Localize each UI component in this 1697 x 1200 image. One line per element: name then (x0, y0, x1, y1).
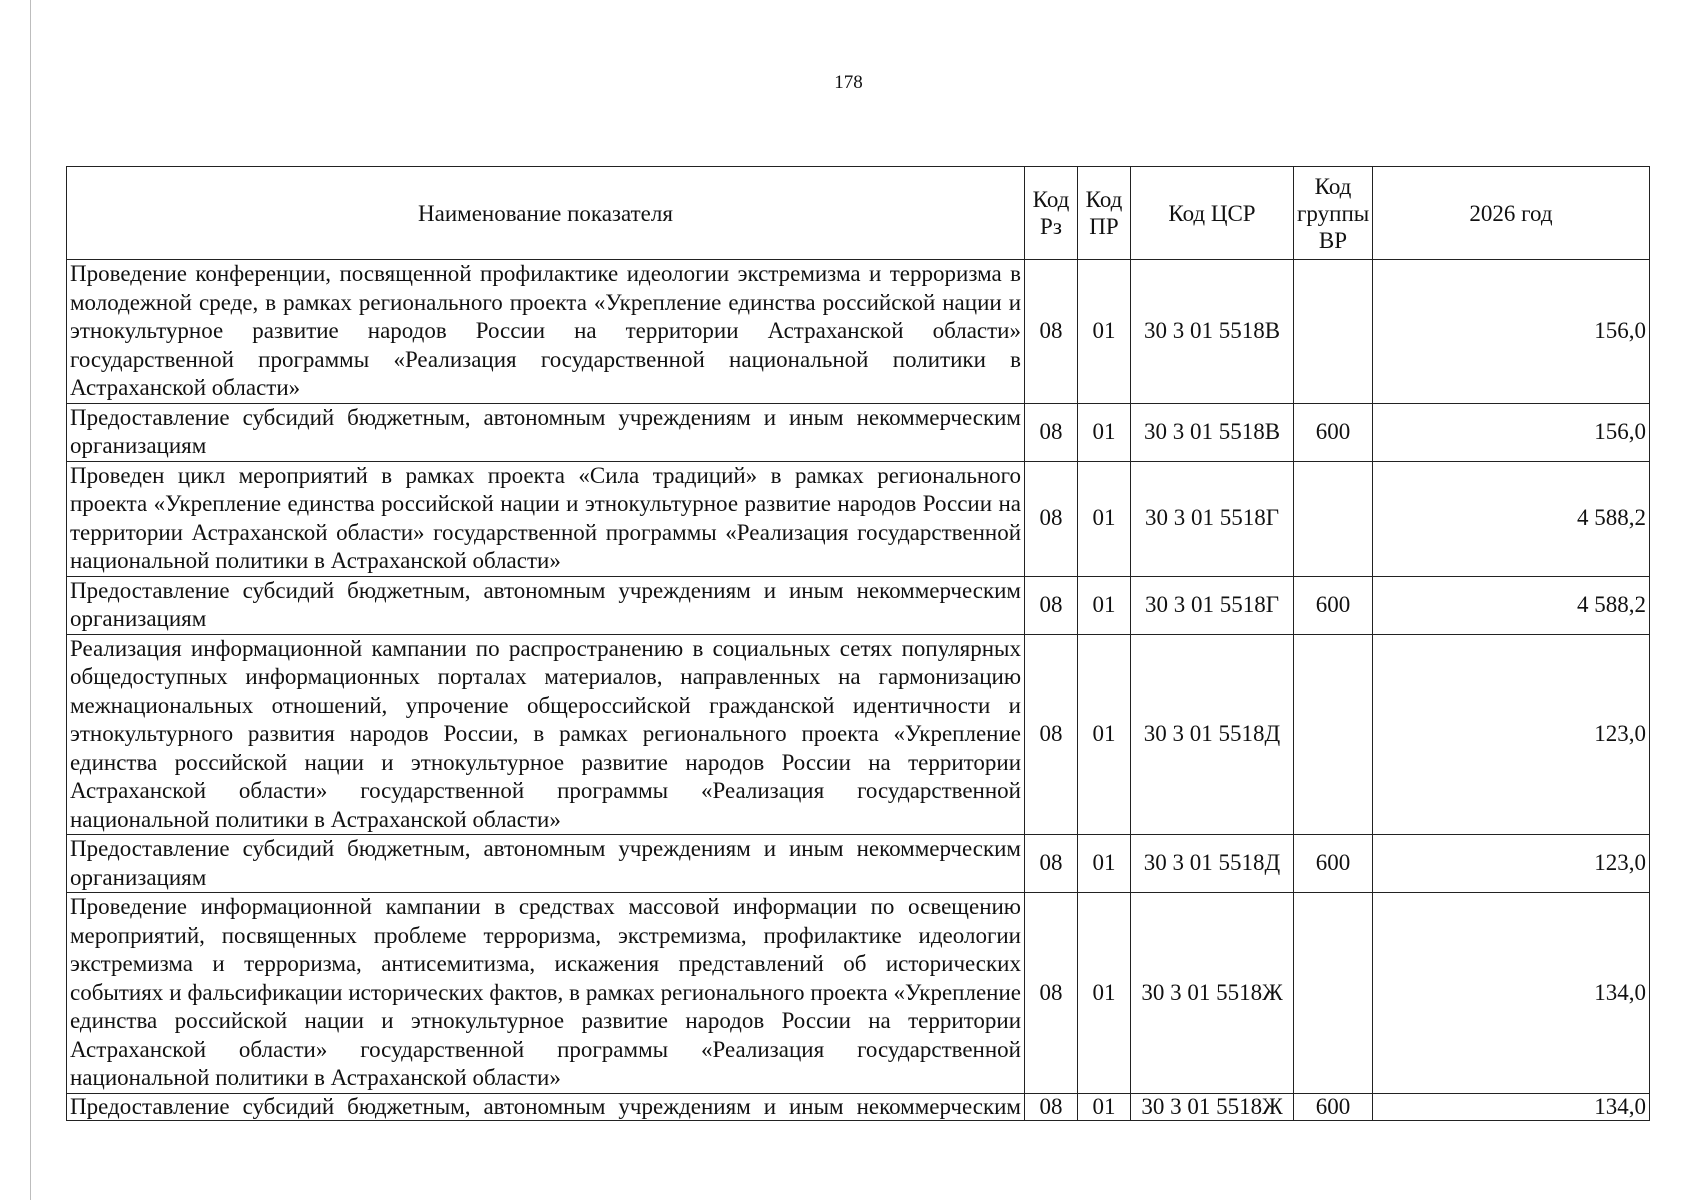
row-rz: 08 (1025, 260, 1078, 404)
row-rz: 08 (1025, 576, 1078, 634)
table-row (67, 634, 1650, 835)
row-vr (1294, 461, 1373, 576)
row-rz: 08 (1025, 634, 1078, 835)
table-row (67, 893, 1650, 1094)
row-csr: 30 3 01 5518Д (1131, 835, 1294, 893)
row-rz: 08 (1025, 1093, 1078, 1120)
row-name: Предоставление субсидий бюджетным, автономным учреждениям и иным некоммерческим организациям (67, 835, 1025, 893)
row-rz: 08 (1025, 893, 1078, 1094)
row-vr: 600 (1294, 835, 1373, 893)
table-row (67, 835, 1650, 893)
row-rz: 08 (1025, 461, 1078, 576)
row-csr: 30 3 01 5518Ж (1131, 893, 1294, 1094)
row-vr (1294, 634, 1373, 835)
row-amount: 156,0 (1373, 260, 1650, 404)
row-csr: 30 3 01 5518Г (1131, 461, 1294, 576)
row-amount: 4 588,2 (1373, 461, 1650, 576)
row-name: Предоставление субсидий бюджетным, автономным учреждениям и иным некоммерческим (67, 1093, 1025, 1120)
row-name: Проведение информационной кампании в средствах массовой информации по освещению мероприятий, посвященных проблеме терроризма, экстремизма, профилактике идеологии экстремизма и терроризма, антисемитизма, искажения представлений об исторических событиях и фальсификации исторических фактов, в рамках регионального проекта «Укрепление единства российской нации и этнокультурное развитие народов России на территории Астраханской области» государственной программы «Реализация государственной национальной политики в Астраханской области» (67, 893, 1025, 1094)
row-csr: 30 3 01 5518Ж (1131, 1093, 1294, 1120)
row-pr: 01 (1078, 893, 1131, 1094)
row-name: Предоставление субсидий бюджетным, автономным учреждениям и иным некоммерческим организациям (67, 576, 1025, 634)
row-vr (1294, 260, 1373, 404)
table-row (67, 260, 1650, 404)
table-row (67, 403, 1650, 461)
row-pr: 01 (1078, 1093, 1131, 1120)
row-rz: 08 (1025, 403, 1078, 461)
binding-margin-line (30, 0, 31, 1200)
row-name: Проведение конференции, посвященной профилактике идеологии экстремизма и терроризма в молодежной среде, в рамках регионального проекта «Укрепление единства российской нации и этнокультурное развитие народов России на территории Астраханской области» государственной программы «Реализация государственной национальной политики в Астраханской области» (67, 260, 1025, 404)
row-pr: 01 (1078, 403, 1131, 461)
row-amount: 134,0 (1373, 1093, 1650, 1120)
row-vr: 600 (1294, 576, 1373, 634)
row-vr: 600 (1294, 1093, 1373, 1120)
table-row (67, 1093, 1650, 1120)
row-csr: 30 3 01 5518Г (1131, 576, 1294, 634)
row-csr: 30 3 01 5518Д (1131, 634, 1294, 835)
row-amount: 123,0 (1373, 634, 1650, 835)
table-header-row (67, 167, 1650, 260)
row-pr: 01 (1078, 461, 1131, 576)
row-pr: 01 (1078, 576, 1131, 634)
row-vr (1294, 893, 1373, 1094)
table-row (67, 461, 1650, 576)
table-row (67, 576, 1650, 634)
row-amount: 156,0 (1373, 403, 1650, 461)
header-rz: Код Рз (1025, 167, 1078, 260)
row-name: Предоставление субсидий бюджетным, автономным учреждениям и иным некоммерческим организациям (67, 403, 1025, 461)
header-name: Наименование показателя (67, 167, 1025, 260)
header-year: 2026 год (1373, 167, 1650, 260)
row-amount: 134,0 (1373, 893, 1650, 1094)
header-csr: Код ЦСР (1131, 167, 1294, 260)
row-csr: 30 3 01 5518В (1131, 403, 1294, 461)
row-amount: 4 588,2 (1373, 576, 1650, 634)
header-pr: Код ПР (1078, 167, 1131, 260)
header-vr: Код группы ВР (1294, 167, 1373, 260)
row-pr: 01 (1078, 260, 1131, 404)
row-name: Проведен цикл мероприятий в рамках проекта «Сила традиций» в рамках регионального проекта «Укрепление единства российской нации и этнокультурное развитие народов России на территории Астраханской области» государственной программы «Реализация государственной национальной политики в Астраханской области» (67, 461, 1025, 576)
row-name: Реализация информационной кампании по распространению в социальных сетях популярных общедоступных информационных порталах материалов, направленных на гармонизацию межнациональных отношений, упрочение общероссийской гражданской идентичности и этнокультурного развития народов России, в рамках регионального проекта «Укрепление единства российской нации и этнокультурное развитие народов России на территории Астраханской области» государственной программы «Реализация государственной национальной политики в Астраханской области» (67, 634, 1025, 835)
row-vr: 600 (1294, 403, 1373, 461)
row-pr: 01 (1078, 634, 1131, 835)
page-number: 178 (834, 72, 863, 93)
budget-table (66, 166, 1650, 1121)
row-amount: 123,0 (1373, 835, 1650, 893)
row-rz: 08 (1025, 835, 1078, 893)
row-csr: 30 3 01 5518В (1131, 260, 1294, 404)
row-pr: 01 (1078, 835, 1131, 893)
